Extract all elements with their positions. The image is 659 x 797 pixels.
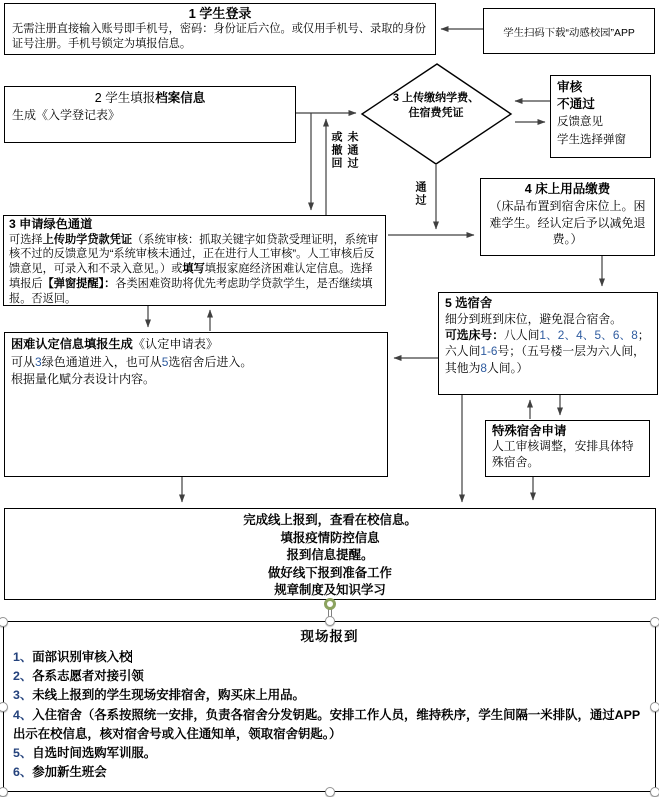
online-done-line-3: 报到信息提醒。 (286, 548, 374, 563)
online-done-line-4: 做好线下报到准备工作 (268, 565, 392, 580)
hardship-seg3: 5 (161, 354, 169, 369)
green-seg5: 【弹窗提醒】： (42, 277, 116, 290)
dorm-seg6: 号；（五号楼一层为六人间，其他为 (445, 344, 645, 375)
label-pass: 通过 (414, 181, 426, 207)
hardship-seg0: 可从 (11, 354, 36, 369)
special-dorm-title: 特殊宿舍申请 (492, 424, 567, 438)
hardship-title-bold: 困难认定信息填报生成 (11, 337, 133, 351)
rotate-handle[interactable] (324, 598, 336, 610)
review-line1: 审核 (557, 80, 583, 94)
resize-handle-bottom-center[interactable] (325, 787, 335, 797)
hardship-line3: 根据量化赋分表设计内容。 (11, 372, 156, 386)
dorm-seg7: 8 (480, 360, 487, 375)
green-seg2: （系统审核：抓取关键字如贷款受理证明，系统审核不过的反馈意见为“系统审核未通过，正在进行人工审核”。人工审核后反馈意见，可录入和不录入意见。）或 (9, 233, 379, 276)
payment-diamond-line2: 住宿费凭证 (408, 107, 464, 119)
onsite-item-5-text: 自选时间选购军训服。 (32, 746, 157, 761)
payment-diamond-line1: 3 上传缴纳学费、 (392, 92, 480, 104)
dorm-seg1: 可选床号： (445, 328, 504, 343)
hardship-seg4: 选宿舍后进入。 (168, 354, 253, 369)
onsite-item-3-text: 未线上报到的学生现场安排宿舍，购买床上用品。 (32, 688, 305, 703)
green-seg1: 上传助学贷款凭证 (42, 233, 133, 246)
label-or-withdraw: 或撤回 (330, 131, 342, 170)
resize-handle-bottom-right[interactable] (650, 787, 659, 797)
onsite-item-1-text: 面部识别审核入校 (32, 650, 132, 664)
dorm-seg8: 人间。） (486, 360, 529, 375)
resize-handle-mid-right[interactable] (650, 702, 659, 712)
dorm-seg2: 八人间 (504, 328, 540, 343)
bedding-body: （床品布置到宿舍床位上。困难学生。经认定后予以减免退费。） (489, 199, 646, 246)
onsite-title: 现场报到 (300, 629, 359, 644)
green-seg0: 可选择 (9, 233, 43, 246)
online-done-line-5: 规章制度及知识学习 (274, 583, 386, 598)
dorm-seg5: 1-6 (480, 344, 498, 359)
onsite-item-4-text: 入住宿舍（各系按照统一安排，负责各宿舍分发钥匙。安排工作人员，维持秩序，学生间隔一米排队，通过APP出示在校信息，核对宿舍号或入住通知单，领取宿舍钥匙。） (13, 707, 641, 741)
resize-handle-bottom-left[interactable] (0, 787, 8, 797)
onsite-item-6-num: 6、 (13, 765, 33, 780)
dorm-seg3: 1、2、4、5、6、8 (539, 328, 638, 343)
onsite-item-2-num: 2、 (13, 669, 33, 684)
payment-diamond-label (371, 91, 501, 121)
scan-app-label: 学生扫码下载“动感校园”APP (503, 27, 635, 39)
archive-title-bold: 档案信息 (155, 91, 206, 105)
login-title: 1 学生登录 (188, 6, 252, 21)
onsite-item-2-text: 各系志愿者对接引领 (32, 669, 144, 684)
onsite-item-4-num: 4、 (13, 707, 33, 722)
green-seg6: 各类困难资助将优先考虑助学贷款学生，是否继续填报。否返回。 (9, 277, 373, 305)
review-line4: 学生选择弹窗 (557, 134, 626, 146)
dorm-seg4: ；六人间 (445, 328, 650, 359)
online-done-line-2: 填报疫情防控信息 (280, 530, 380, 545)
label-not-pass: 未通过 (346, 131, 358, 170)
onsite-item-1-num: 1、 (13, 650, 33, 664)
hardship-title-rest: 《认定申请表》 (132, 337, 219, 351)
onsite-item-6-text: 参加新生班会 (32, 765, 107, 780)
hardship-seg1: 3 (35, 354, 42, 369)
resize-handle-top-center[interactable] (325, 616, 335, 626)
green-seg3: 填写 (182, 263, 205, 276)
online-done-line-1: 完成线上报到，查看在校信息。 (243, 513, 417, 527)
dorm-seg0: 细分到班到床位，避免混合宿舍。 (445, 312, 622, 326)
login-body: 无需注册直接输入账号即手机号，密码：身份证后六位。或仅用手机号、录取的身份证号注册。手机号锁定为填报信息。 (12, 23, 426, 50)
resize-handle-top-right[interactable] (650, 617, 659, 627)
dorm-title: 5 选宿舍 (445, 296, 493, 310)
archive-title-pre: 2 学生填报 (94, 91, 156, 105)
review-line3: 反馈意见 (557, 116, 603, 128)
archive-body: 生成《入学登记表》 (12, 108, 121, 122)
review-line2: 不通过 (557, 97, 595, 111)
green-seg4: 填报家庭经济困难认定信息。选择填报后 (9, 263, 373, 290)
onsite-item-5-num: 5、 (13, 746, 33, 761)
onsite-item-3-num: 3、 (13, 688, 33, 703)
hardship-seg2: 绿色通道进入，也可从 (41, 354, 162, 369)
green-channel-title: 3 申请绿色通道 (9, 217, 93, 231)
special-dorm-body: 人工审核调整，安排具体特殊宿舍。 (492, 439, 634, 469)
bedding-title: 4 床上用品缴费 (524, 182, 611, 196)
